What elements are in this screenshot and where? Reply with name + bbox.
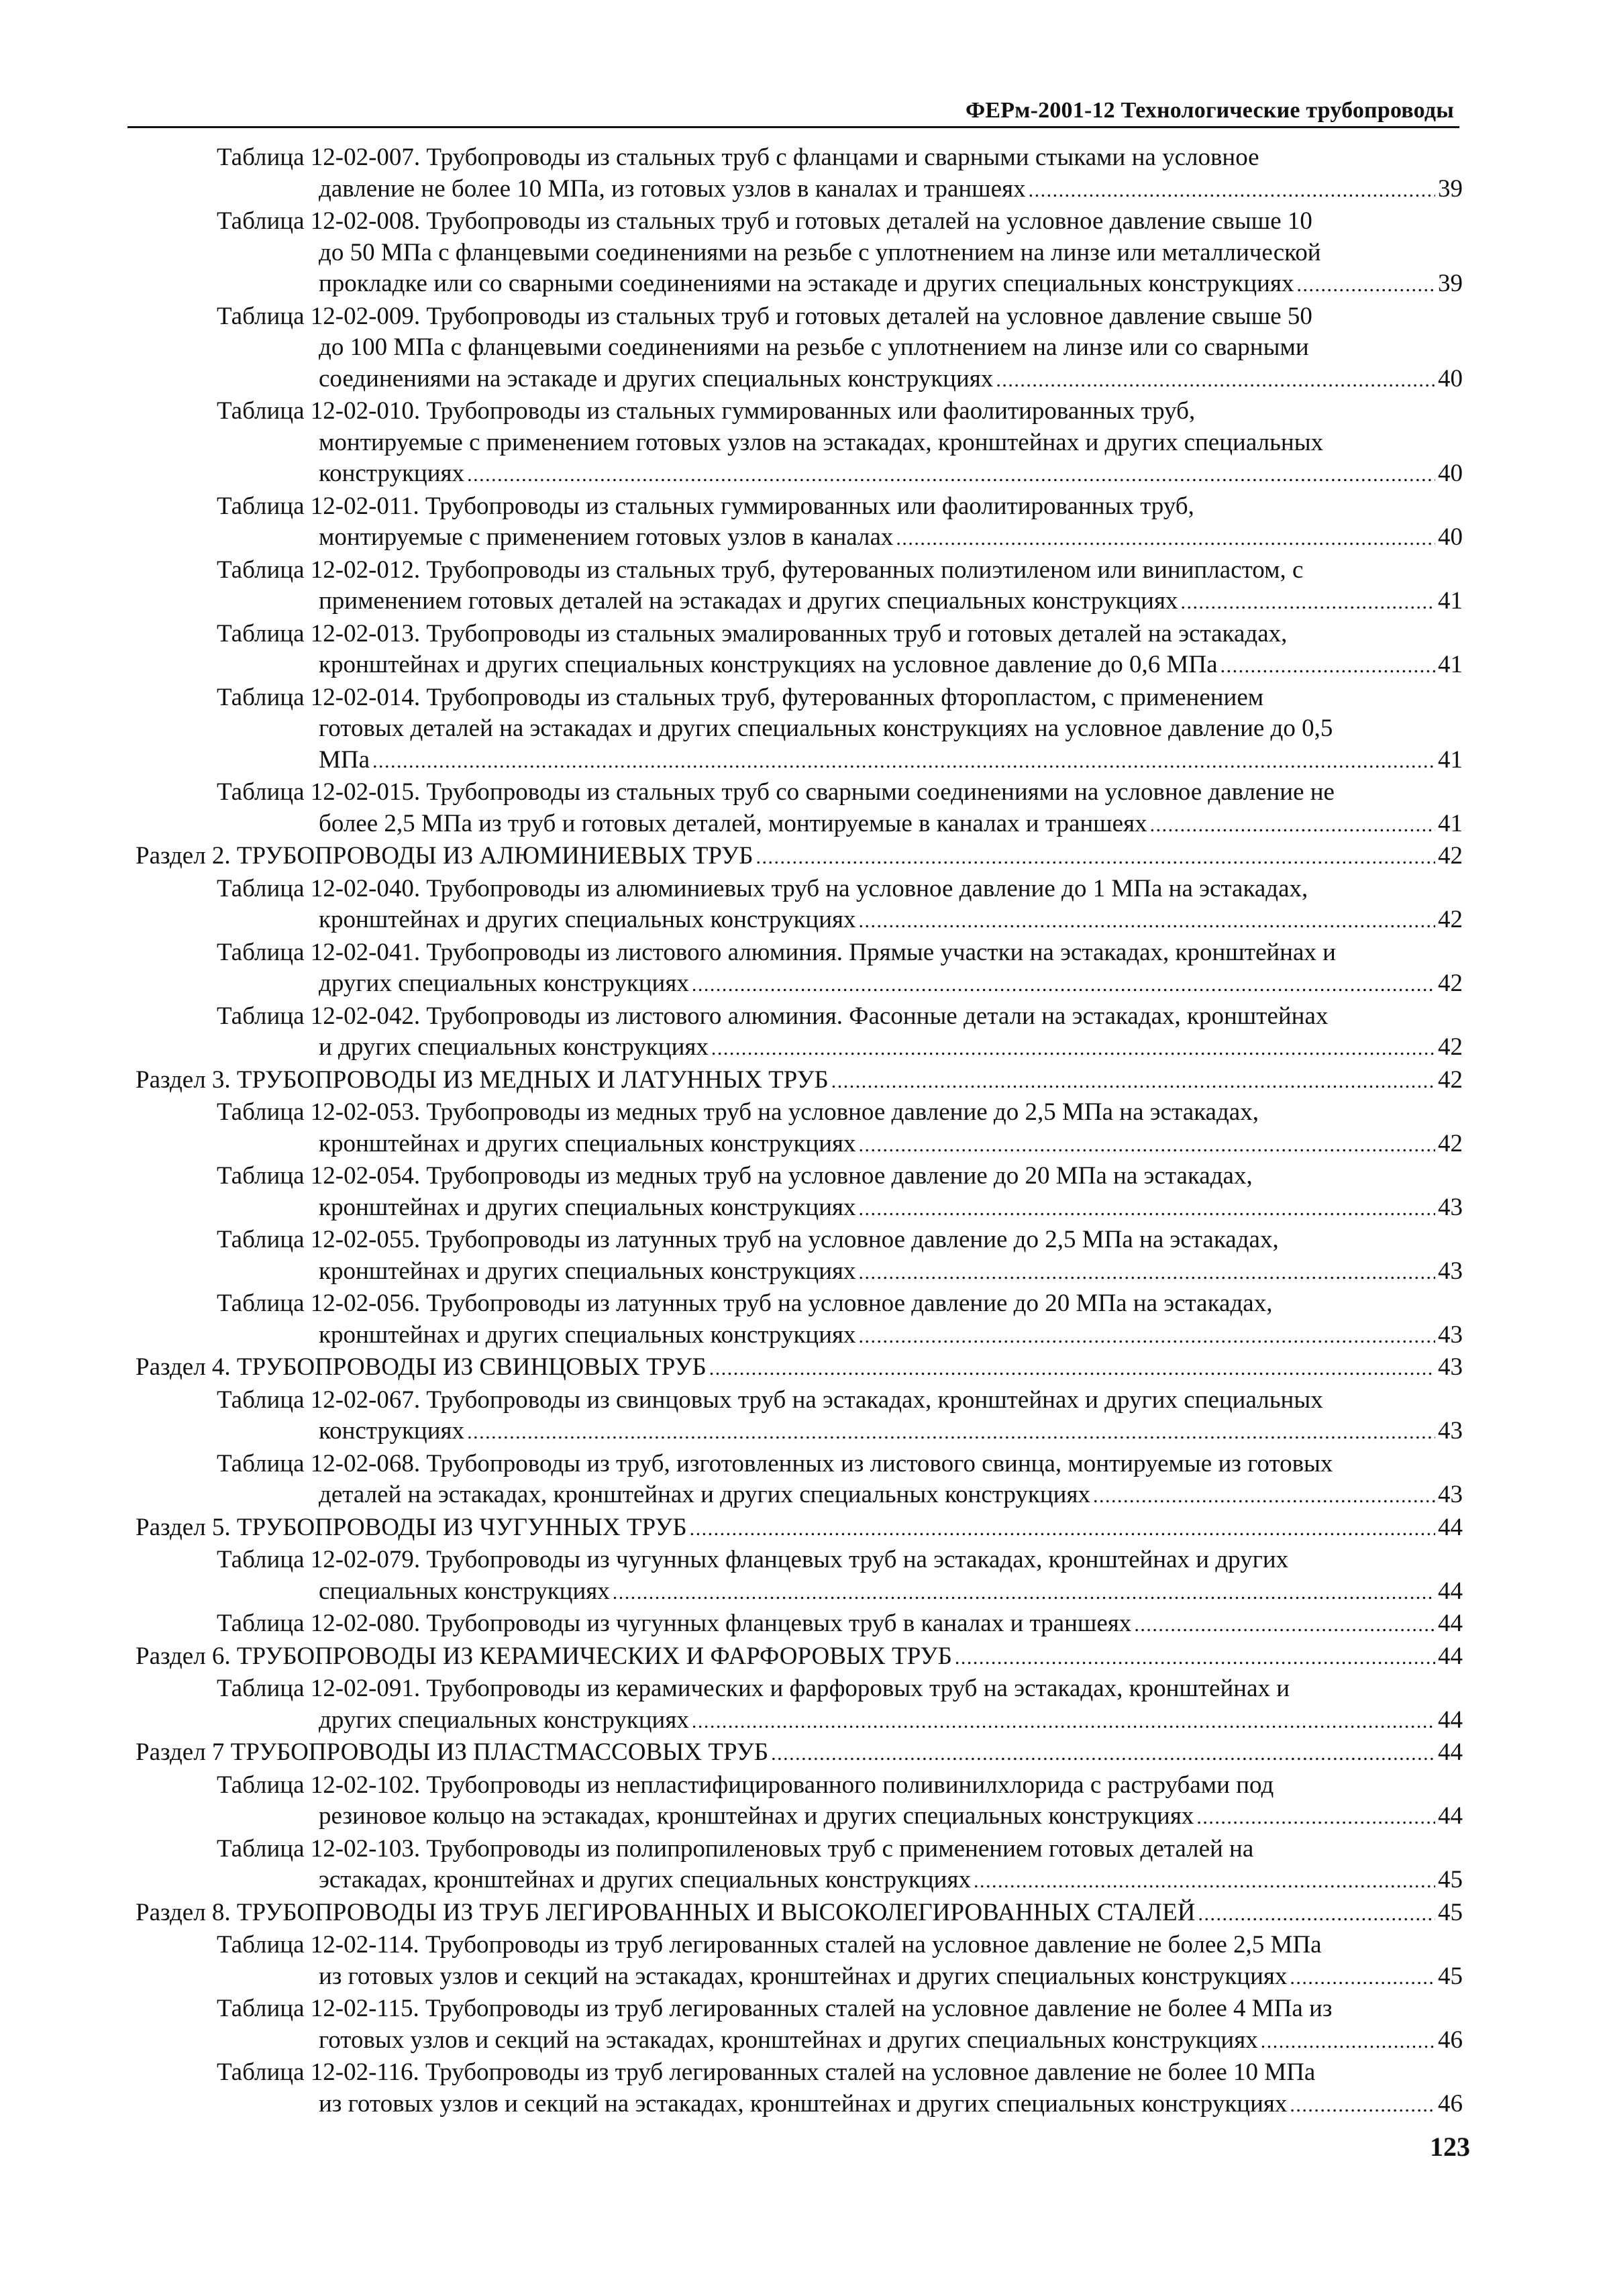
entry-page-number[interactable]: 39 [1438,270,1463,297]
entry-title-line: Таблица 12-02-115. Трубопроводы из труб легированных сталей на условное давление не более 4 МПа из [217,1995,1333,2022]
entry-title-line: Таблица 12-02-015. Трубопроводы из стальных труб со сварными соединениями на условное давление не [217,778,1335,806]
toc-section-entry[interactable] [127,1641,1463,1674]
entry-page-number[interactable]: 43 [1438,1193,1463,1221]
entry-last-text: МПа [319,745,370,774]
dot-leader [1196,1801,1435,1834]
entry-leader-line [217,1608,1463,1641]
entry-page-number[interactable]: 44 [1438,1738,1463,1766]
entry-leader-line [217,1256,1463,1289]
entry-last-text: соединениями на эстакаде и других специальных конструкциях [319,364,994,393]
entry-leader-line [217,745,1463,778]
entry-title-line: Таблица 12-02-055. Трубопроводы из латунных труб на условное давление до 2,5 МПа на эстакадах, [217,1226,1279,1253]
entry-title-line: Таблица 12-02-114. Трубопроводы из труб легированных сталей на условное давление не более 2,5 МПа [217,1931,1322,1959]
dot-leader [859,1129,1435,1161]
entry-last-text: Таблица 12-02-080. Трубопроводы из чугунных фланцевых труб в каналах и траншеях [217,1610,1132,1637]
entry-leader-line [217,458,1463,491]
entry-last-text: монтируемые с применением готовых узлов в каналах [319,523,894,551]
toc-table-entry[interactable] [127,777,1463,841]
entry-title-line: Таблица 12-02-116. Трубопроводы из труб легированных сталей на условное давление не более 10 МПа [217,2058,1316,2086]
entry-page-number[interactable]: 44 [1438,1577,1463,1605]
entry-leader-line [136,1737,1463,1770]
toc-table-entry[interactable] [127,1097,1463,1161]
entry-last-text: готовых узлов и секций на эстакадах, кронштейнах и других специальных конструкциях [319,2026,1258,2054]
entry-last-text: эстакадах, кронштейнах и других специальных конструкциях [319,1866,971,1893]
entry-continuation-line: монтируемые с применением готовых узлов на эстакадах, кронштейнах и других специальных [319,428,1324,456]
entry-last-text: и других специальных конструкциях [319,1033,709,1061]
entry-page-number[interactable]: 42 [1438,1033,1463,1061]
toc-table-entry[interactable] [127,1001,1463,1065]
dot-leader [1261,2025,1435,2058]
dot-leader [996,364,1435,397]
entry-page-number[interactable]: 43 [1438,1417,1463,1445]
entry-title-line: Таблица 12-02-040. Трубопроводы из алюминиевых труб на условное давление до 1 МПа на эстакадах, [217,874,1308,902]
header-title: ФЕРм-2001-12 Технологические трубопроводы [966,98,1454,123]
entry-title-line: Таблица 12-02-008. Трубопроводы из стальных труб и готовых деталей на условное давление свыше 10 [217,207,1312,235]
dot-leader [1290,2089,1435,2122]
toc-table-entry[interactable] [127,1288,1463,1352]
entry-last-text: кронштейнах и других специальных конструкциях [319,1193,856,1221]
dot-leader [1181,586,1436,619]
entry-title-line: Таблица 12-02-068. Трубопроводы из труб, изготовленных из листового свинца, монтируемые из готовых [217,1449,1333,1477]
dot-leader [690,1512,1435,1545]
dot-leader [467,458,1435,491]
dot-leader [859,904,1435,937]
toc-table-entry[interactable] [127,1834,1463,1897]
dot-leader [756,841,1435,874]
entry-leader-line [217,174,1463,207]
entry-page-number[interactable]: 42 [1438,842,1463,870]
toc-table-entry[interactable] [127,1161,1463,1224]
toc-table-entry[interactable] [127,1385,1463,1449]
entry-title-line: Таблица 12-02-079. Трубопроводы из чугунных фланцевых труб на эстакадах, кронштейнах и других [217,1546,1289,1573]
dot-leader [859,1320,1435,1353]
entry-title-line: Таблица 12-02-042. Трубопроводы из листового алюминия. Фасонные детали на эстакадах, кронштейнах [217,1002,1329,1030]
toc-table-entry[interactable] [127,619,1463,682]
entry-title-line: Таблица 12-02-010. Трубопроводы из стальных гуммированных или фаолитированных труб, [217,397,1196,425]
entry-last-text: давление не более 10 МПа, из готовых узлов в каналах и траншеях [319,174,1026,203]
entry-page-number[interactable]: 44 [1438,1706,1463,1734]
entry-leader-line [217,1801,1463,1834]
entry-continuation-line: до 50 МПа с фланцевыми соединениями на резьбе с уплотнением на линзе или металлической [319,238,1321,266]
dot-leader [896,522,1435,555]
entry-page-number[interactable]: 40 [1438,364,1463,393]
entry-title-line: Таблица 12-02-054. Трубопроводы из медных труб на условное давление до 20 МПа на эстакадах, [217,1162,1253,1190]
table-of-contents [127,142,1463,2121]
entry-title-line: Таблица 12-02-012. Трубопроводы из стальных труб, футерованных полиэтиленом или винипластом, с [217,556,1304,584]
entry-title-line: Таблица 12-02-014. Трубопроводы из стальных труб, футерованных фторопластом, с применением [217,683,1264,711]
toc-table-entry[interactable] [127,1770,1463,1834]
entry-page-number[interactable]: 40 [1438,523,1463,551]
entry-leader-line [217,268,1463,301]
entry-last-text: кронштейнах и других специальных конструкциях [319,1320,856,1349]
entry-page-number[interactable]: 45 [1438,1962,1463,1990]
entry-last-text: Раздел 7 ТРУБОПРОВОДЫ ИЗ ПЛАСТМАССОВЫХ ТРУБ [136,1738,769,1766]
dot-leader [692,1705,1435,1738]
dot-leader [1198,1897,1435,1930]
entry-last-text: Раздел 6. ТРУБОПРОВОДЫ ИЗ КЕРАМИЧЕСКИХ И ФАРФОРОВЫХ ТРУБ [136,1642,952,1670]
dot-leader [1134,1608,1435,1641]
toc-table-entry[interactable] [127,555,1463,619]
toc-table-entry[interactable] [127,937,1463,1001]
entry-last-text: кронштейнах и других специальных конструкциях на условное давление до 0,6 МПа [319,651,1218,678]
entry-page-number[interactable]: 46 [1438,2089,1463,2118]
entry-title-line: Таблица 12-02-091. Трубопроводы из керамических и фарфоровых труб на эстакадах, кронштейнах и [217,1675,1290,1702]
entry-page-number[interactable]: 41 [1438,809,1463,837]
dot-leader [692,968,1435,1001]
entry-leader-line [217,904,1463,937]
dot-leader [711,1032,1435,1065]
entry-title-line: Таблица 12-02-056. Трубопроводы из латунных труб на условное давление до 20 МПа на эстакадах, [217,1290,1273,1317]
entry-leader-line [217,968,1463,1001]
dot-leader [955,1641,1435,1674]
entry-title-line: Таблица 12-02-041. Трубопроводы из листового алюминия. Прямые участки на эстакадах, кронштейнах и [217,938,1336,966]
entry-page-number[interactable]: 43 [1438,1320,1463,1349]
entry-leader-line [217,522,1463,555]
entry-leader-line [217,649,1463,682]
entry-continuation-line: готовых деталей на эстакадах и других специальных конструкциях на условное давление до 0,5 [319,715,1333,742]
entry-page-number[interactable]: 44 [1438,1513,1463,1541]
entry-last-text: конструкциях [319,1417,465,1445]
entry-leader-line [217,2089,1463,2122]
entry-page-number[interactable]: 43 [1438,1257,1463,1285]
entry-last-text: применением готовых деталей на эстакадах и других специальных конструкциях [319,587,1178,615]
entry-page-number[interactable]: 42 [1438,1065,1463,1094]
entry-last-text: специальных конструкциях [319,1577,610,1605]
toc-table-entry[interactable] [127,301,1463,397]
toc-table-entry[interactable] [127,1608,1463,1641]
dot-leader [1150,808,1435,841]
toc-table-entry[interactable] [127,1930,1463,1993]
entry-leader-line [217,1479,1463,1512]
entry-page-number[interactable]: 43 [1438,1353,1463,1381]
entry-title-line: Таблица 12-02-013. Трубопроводы из стальных эмалированных труб и готовых деталей на эстакадах, [217,619,1288,647]
toc-section-entry[interactable] [127,1512,1463,1545]
entry-leader-line [217,1705,1463,1738]
toc-section-entry[interactable] [127,1897,1463,1930]
entry-last-text: из готовых узлов и секций на эстакадах, кронштейнах и других специальных конструкциях [319,2089,1288,2118]
entry-page-number[interactable]: 44 [1438,1610,1463,1637]
entry-leader-line [217,364,1463,397]
entry-page-number[interactable]: 41 [1438,651,1463,678]
dot-leader [709,1352,1435,1385]
entry-title-line: Таблица 12-02-009. Трубопроводы из стальных труб и готовых деталей на условное давление свыше 50 [217,302,1312,330]
running-header [127,86,1459,128]
toc-table-entry[interactable] [127,1673,1463,1737]
entry-last-text: более 2,5 МПа из труб и готовых деталей, монтируемые в каналах и траншеях [319,809,1147,837]
entry-leader-line [136,1897,1463,1930]
toc-table-entry[interactable] [127,1449,1463,1512]
entry-page-number[interactable]: 40 [1438,460,1463,487]
toc-table-entry[interactable] [127,1545,1463,1608]
dot-leader [831,1065,1435,1098]
entry-last-text: Раздел 3. ТРУБОПРОВОДЫ ИЗ МЕДНЫХ И ЛАТУННЫХ ТРУБ [136,1065,829,1094]
toc-table-entry[interactable] [127,491,1463,555]
entry-last-text: Раздел 8. ТРУБОПРОВОДЫ ИЗ ТРУБ ЛЕГИРОВАННЫХ И ВЫСОКОЛЕГИРОВАННЫХ СТАЛЕЙ [136,1898,1196,1926]
toc-table-entry[interactable] [127,1993,1463,2057]
entry-leader-line [136,1512,1463,1545]
entry-title-line: Таблица 12-02-007. Трубопроводы из стальных труб с фланцами и сварными стыками на условное [217,144,1259,171]
entry-leader-line [217,586,1463,619]
entry-page-number[interactable]: 39 [1438,174,1463,203]
entry-leader-line [217,1032,1463,1065]
entry-page-number[interactable]: 46 [1438,2026,1463,2054]
dot-leader [1220,649,1435,682]
toc-table-entry[interactable] [127,1224,1463,1288]
entry-page-number[interactable]: 44 [1438,1802,1463,1830]
dot-leader [1290,1961,1435,1994]
dot-leader [372,745,1435,778]
entry-page-number[interactable]: 41 [1438,587,1463,615]
entry-leader-line [217,1416,1463,1449]
entry-leader-line [217,2025,1463,2058]
entry-leader-line [136,1641,1463,1674]
toc-section-entry[interactable] [127,841,1463,874]
entry-page-number[interactable]: 45 [1438,1866,1463,1893]
entry-title-line: Таблица 12-02-102. Трубопроводы из непластифицированного поливинилхлорида с раструбами под [217,1771,1274,1799]
entry-last-text: Раздел 4. ТРУБОПРОВОДЫ ИЗ СВИНЦОВЫХ ТРУБ [136,1353,707,1381]
entry-page-number[interactable]: 44 [1438,1642,1463,1670]
entry-last-text: Раздел 2. ТРУБОПРОВОДЫ ИЗ АЛЮМИНИЕВЫХ ТРУБ [136,842,753,870]
entry-title-line: Таблица 12-02-011. Трубопроводы из стальных гуммированных или фаолитированных труб, [217,492,1194,520]
dot-leader [859,1256,1435,1289]
toc-table-entry[interactable] [127,874,1463,937]
entry-last-text: кронштейнах и других специальных конструкциях [319,1129,856,1157]
entry-leader-line [217,1576,1463,1609]
dot-leader [467,1416,1435,1449]
dot-leader [1093,1479,1435,1512]
entry-last-text: деталей на эстакадах, кронштейнах и других специальных конструкциях [319,1481,1090,1508]
entry-last-text: кронштейнах и других специальных конструкциях [319,906,856,933]
entry-leader-line [217,1320,1463,1353]
entry-leader-line [217,808,1463,841]
toc-table-entry[interactable] [127,142,1463,206]
entry-leader-line [136,1065,1463,1098]
entry-last-text: конструкциях [319,460,465,487]
entry-leader-line [217,1192,1463,1225]
entry-page-number[interactable]: 42 [1438,906,1463,933]
entry-leader-line [136,841,1463,874]
entry-page-number[interactable]: 45 [1438,1898,1463,1926]
dot-leader [974,1865,1435,1897]
entry-page-number[interactable]: 41 [1438,745,1463,774]
toc-table-entry[interactable] [127,682,1463,778]
dot-leader [771,1737,1435,1770]
entry-last-text: кронштейнах и других специальных конструкциях [319,1257,856,1285]
toc-section-entry[interactable] [127,1352,1463,1385]
dot-leader [859,1192,1435,1225]
entry-page-number[interactable]: 43 [1438,1481,1463,1508]
toc-table-entry[interactable] [127,396,1463,491]
toc-table-entry[interactable] [127,206,1463,301]
entry-leader-line [217,1961,1463,1994]
dot-leader [1296,268,1435,301]
entry-title-line: Таблица 12-02-067. Трубопроводы из свинцовых труб на эстакадах, кронштейнах и других специальных [217,1386,1323,1414]
entry-last-text: резиновое кольцо на эстакадах, кронштейнах и других специальных конструкциях [319,1802,1194,1830]
entry-last-text: других специальных конструкциях [319,970,689,997]
entry-last-text: прокладке или со сварными соединениями на эстакаде и других специальных конструкциях [319,270,1294,297]
dot-leader [1029,174,1435,207]
entry-continuation-line: до 100 МПа с фланцевыми соединениями на резьбе с уплотнением на линзе или со сварными [319,333,1309,361]
entry-page-number[interactable]: 42 [1438,970,1463,997]
toc-section-entry[interactable] [127,1737,1463,1770]
entry-page-number[interactable]: 42 [1438,1129,1463,1157]
toc-section-entry[interactable] [127,1065,1463,1098]
entry-last-text: из готовых узлов и секций на эстакадах, кронштейнах и других специальных конструкциях [319,1962,1288,1990]
entry-leader-line [136,1352,1463,1385]
entry-title-line: Таблица 12-02-103. Трубопроводы из полипропиленовых труб с применением готовых деталей на [217,1834,1254,1863]
dot-leader [613,1576,1435,1609]
entry-title-line: Таблица 12-02-053. Трубопроводы из медных труб на условное давление до 2,5 МПа на эстакадах, [217,1098,1259,1126]
entry-last-text: Раздел 5. ТРУБОПРОВОДЫ ИЗ ЧУГУННЫХ ТРУБ [136,1513,687,1541]
toc-table-entry[interactable] [127,2057,1463,2121]
page-number: 123 [1430,2132,1470,2162]
entry-leader-line [217,1865,1463,1897]
entry-leader-line [217,1129,1463,1161]
entry-last-text: других специальных конструкциях [319,1706,689,1734]
